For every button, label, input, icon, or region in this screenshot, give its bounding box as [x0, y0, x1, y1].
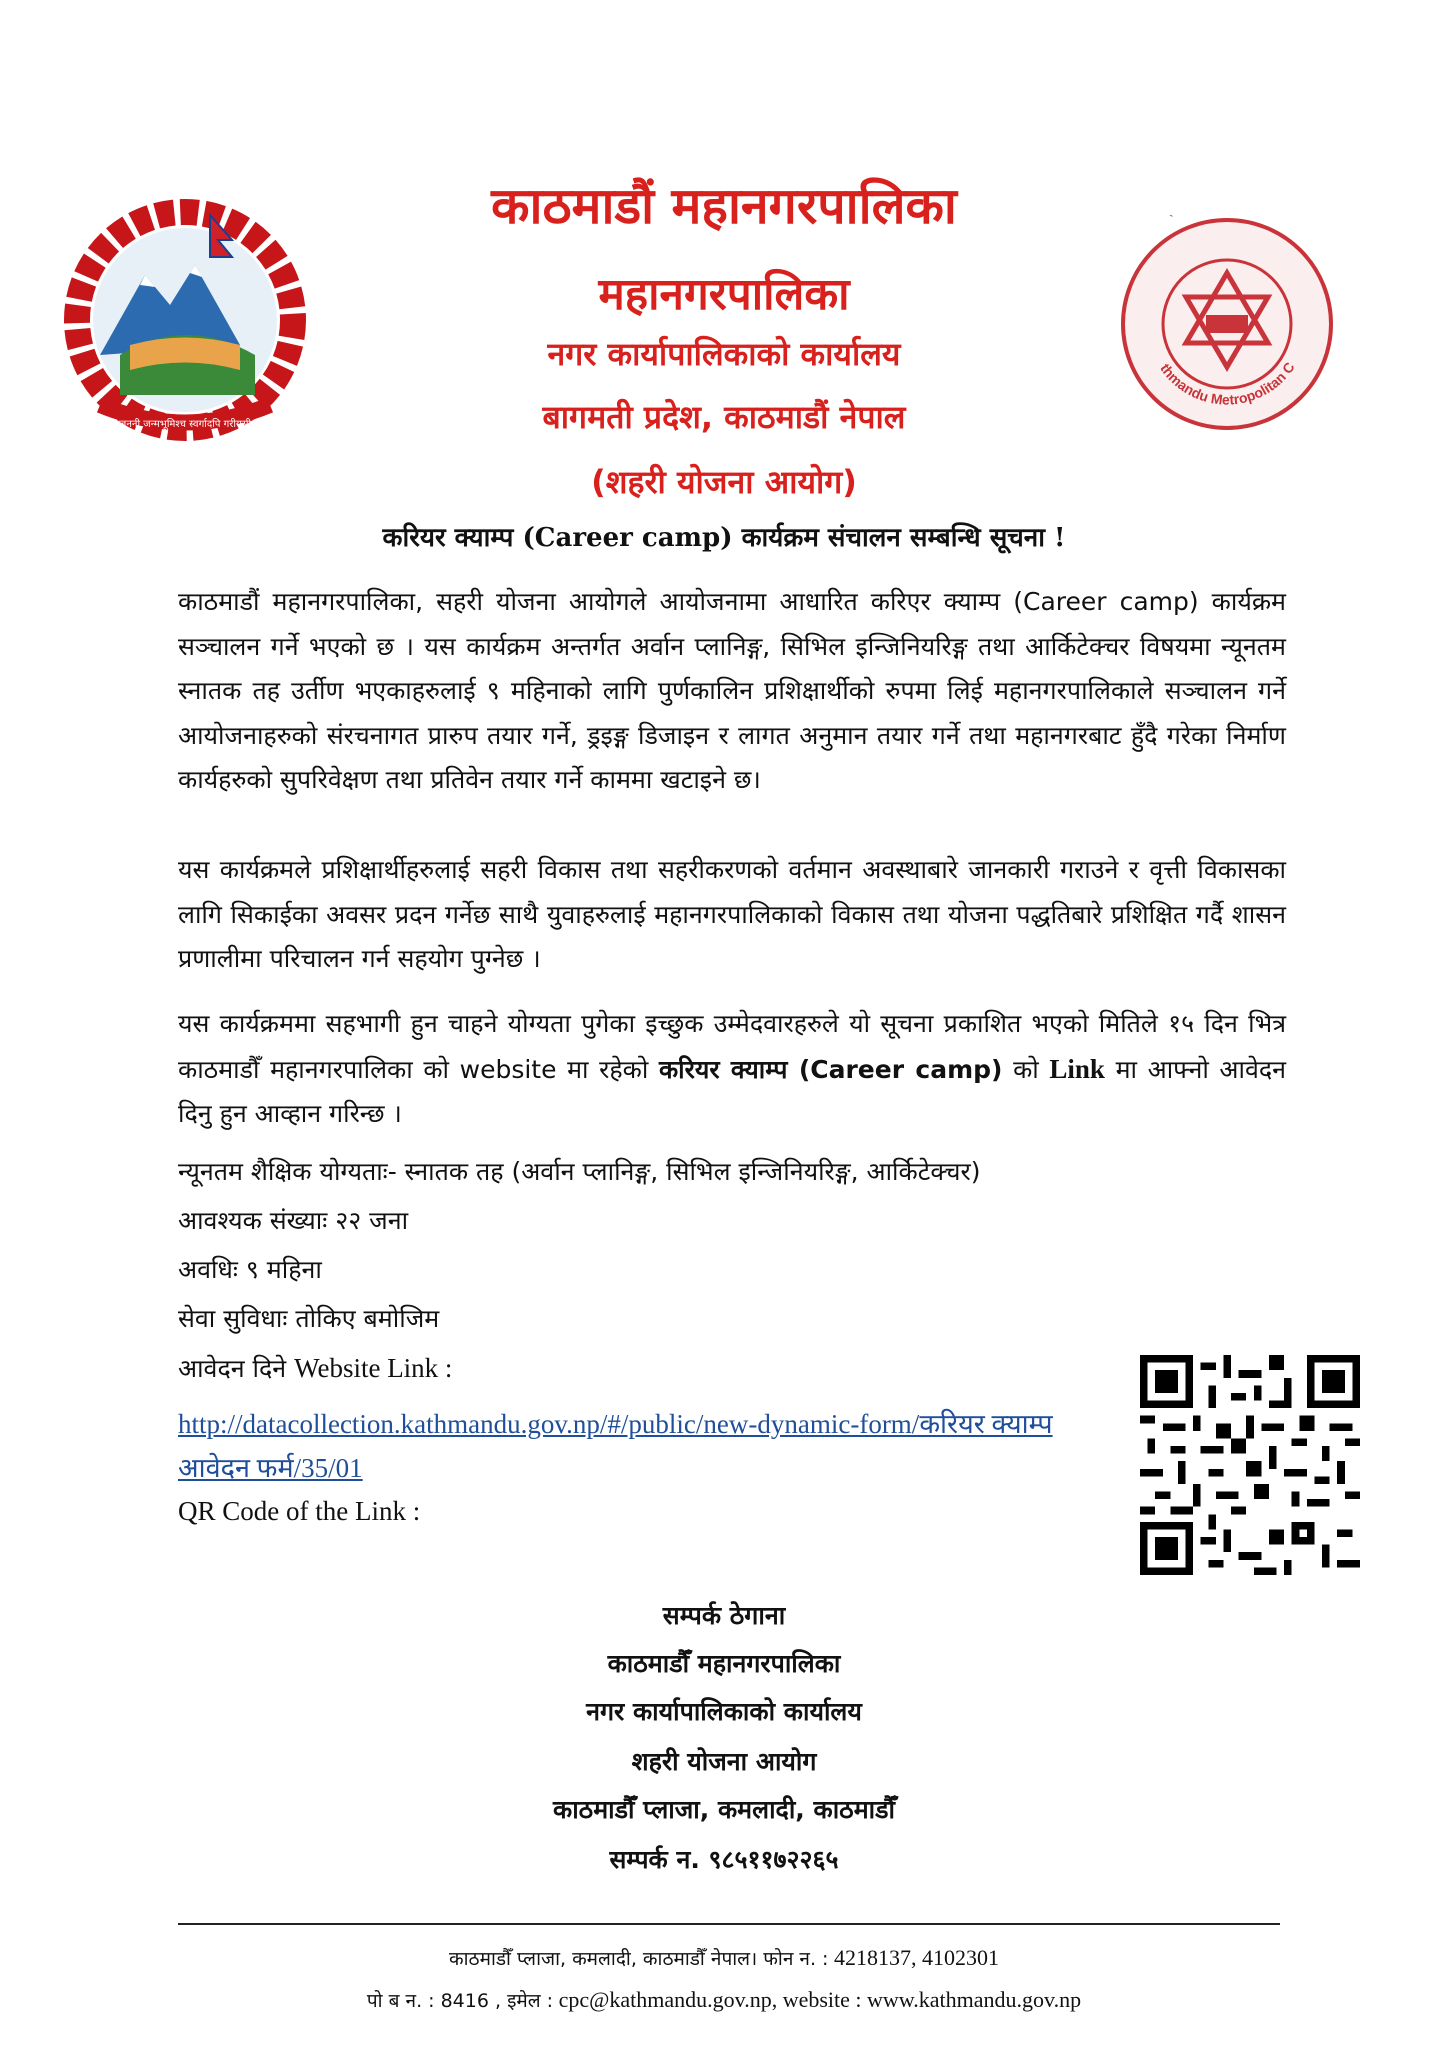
org-title: काठमाडौं महानगरपालिका: [491, 177, 957, 235]
commission-name: (शहरी योजना आयोग): [591, 463, 857, 501]
seal-text: thmandu Metropolitan C: [1157, 359, 1298, 408]
contact-office: नगर कार्यापालिकाको कार्यालय: [586, 1697, 862, 1726]
paragraph-3-end: मा आफ्नो आवेदन दिनु हुन आव्हान गरिन्छ ।: [178, 1054, 1287, 1128]
footer-pobox: पो ब न. : 8416 , इमेल :: [366, 1990, 554, 2012]
paragraph-3-mid: को: [1013, 1054, 1039, 1084]
footer-contacts: [0, 1987, 1448, 2013]
footer-address: [0, 1945, 1448, 1971]
emblem-motto: जननी जन्मभूमिश्च स्वर्गादपि गरीयसी: [118, 419, 252, 430]
qualification: न्यूनतम शैक्षिक योग्यताः- स्नातक तह (अर्वान प्लानिङ्ग, सिभिल इन्जिनियरिङ्ग, आर्किटेक्चर): [178, 1157, 981, 1186]
contact-address: काठमाडौँ प्लाजा, कमलादी, काठमाडौँ: [553, 1795, 895, 1824]
application-link[interactable]: [178, 1402, 1098, 1490]
contact-heading: सम्पर्क ठेगाना: [662, 1601, 786, 1630]
website-link-label: [178, 1348, 452, 1389]
duration: अवधिः ९ महिना: [178, 1255, 322, 1284]
footer-divider: [178, 1923, 1280, 1925]
website-link-label-en: Website Link :: [294, 1353, 453, 1383]
footer-phones: 4218137, 4102301: [833, 1945, 999, 1970]
footer-website[interactable]: website : www.kathmandu.gov.np: [782, 1987, 1082, 2012]
notice-paragraph-1: काठमाडौं महानगरपालिका, सहरी योजना आयोगले आयोजनामा आधारित करिएर क्याम्प (Career camp) कार्यक्रम सञ्चालन गर्ने भएको छ । यस कार्यक्रम अन्तर्गत अर्वान प्लानिङ्ग, सिभिल इन्जिनियरिङ्ग तथा आर्किटेक्चर विषयमा न्यूनतम स्नातक तह उर्तीण भएकाहरुलाई ९ महिनाको लागि पुर्णकालिन प्रशिक्षार्थीको रुपमा लिई महानगरपालिकाले सञ्चालन गर्ने आयोजनाहरुको संरचनागत प्रारुप तयार गर्ने, ड्रइङ्ग डिजाइन र लागत अनुमान तयार गर्ने तथा महानगरबाट हुँदै गरेका निर्माण कार्यहरुको सुपरिवेक्षण तथा प्रतिवेन तयार गर्ने काममा खटाइने छ।: [178, 587, 1286, 794]
paragraph-3-career-camp: करियर क्याम्प (Career camp): [658, 1054, 1003, 1084]
notice-paragraph-2: यस कार्यक्रमले प्रशिक्षार्थीहरुलाई सहरी विकास तथा सहरीकरणको वर्तमान अवस्थाबारे जानकारी गराउने र वृत्ती विकासका लागि सिकाईका अवसर प्रदन गर्नेछ साथै युवाहरुलाई महानगरपालिकाको विकास तथा योजना पद्धतिबारे प्रशिक्षित गर्दै शासन प्रणालीमा परिचालन गर्न सहयोग पुग्नेछ ।: [178, 855, 1286, 973]
footer-email[interactable]: cpc@kathmandu.gov.np,: [558, 1987, 778, 2012]
office-name: नगर कार्यापालिकाको कार्यालय: [547, 335, 901, 373]
contact-org: काठमाडौँ महानगरपालिका: [607, 1649, 841, 1678]
application-link-text[interactable]: http://datacollection.kathmandu.gov.np/#/public/new-dynamic-form/करियर क्याम्प आवेदन फर्म/35/01: [178, 1409, 1053, 1483]
notice-title: करियर क्याम्प (Career camp) कार्यक्रम संचालन सम्बन्धि सूचना !: [382, 523, 1066, 553]
notice-paragraph-3: [178, 1002, 1286, 1137]
qr-label: QR Code of the Link :: [178, 1496, 421, 1526]
org-subtitle-logo: महानगरपालिका: [598, 269, 850, 320]
qr-code[interactable]: [1140, 1355, 1360, 1575]
province-address: बागमती प्रदेश, काठमाडौं नेपाल: [542, 398, 906, 436]
contact-phone: सम्पर्क न. ९८५११७२२६५: [609, 1845, 839, 1874]
paragraph-3-link: Link: [1049, 1053, 1105, 1084]
positions-count: आवश्यक संख्याः २२ जना: [178, 1206, 409, 1235]
paragraph-3-start: यस कार्यक्रममा सहभागी हुन चाहने योग्यता पुगेका इच्छुक उम्मेदवारहरुले यो सूचना प्रकाशित भएको मितिले १५ दिन भित्र काठमाडौँ महानगरपालिका को website मा रहेको: [178, 1009, 1286, 1084]
website-link-label-np: आवेदन दिने: [178, 1354, 287, 1383]
footer-address-np: काठमाडौँ प्लाजा, कमलादी, काठमाडौँ नेपाल। फोन न. :: [449, 1948, 829, 1970]
contact-commission: शहरी योजना आयोग: [631, 1747, 817, 1776]
benefits: सेवा सुविधाः तोकिए बमोजिम: [178, 1304, 440, 1333]
